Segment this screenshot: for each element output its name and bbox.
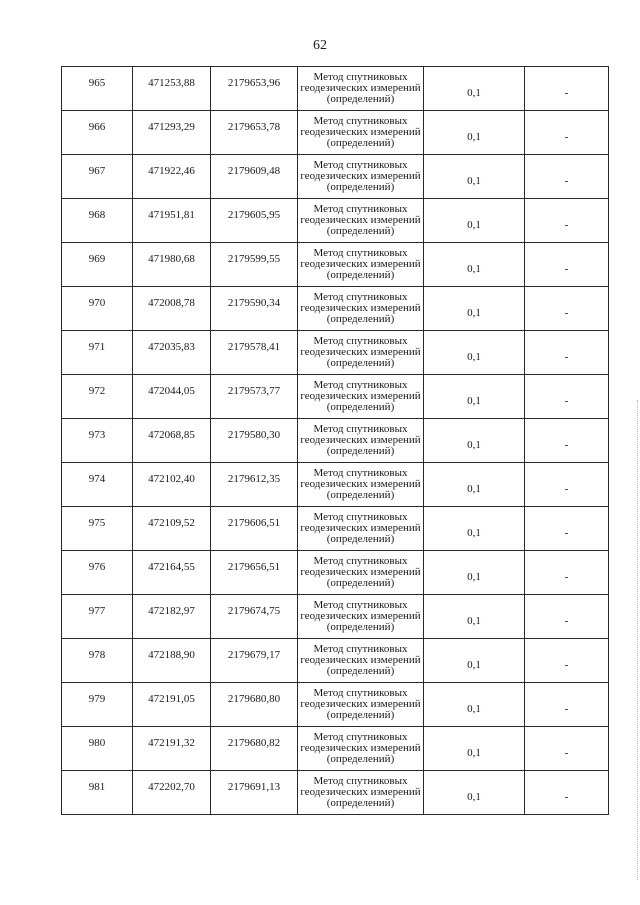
table-row: [62, 199, 609, 243]
x-coordinate-cell: 472182,97: [133, 595, 211, 639]
method-text-line: (определений): [326, 137, 395, 149]
method-text-line: геодезических измерений: [300, 786, 421, 798]
method-text-line: геодезических измерений: [300, 170, 421, 182]
dash-cell: -: [525, 683, 609, 727]
method-text-line: геодезических измерений: [300, 566, 421, 578]
method-text-line: (определений): [326, 665, 395, 677]
point-number-cell: 966: [62, 111, 133, 155]
accuracy-cell: 0,1: [424, 727, 525, 771]
y-coordinate-cell: 2179578,41: [211, 331, 298, 375]
method-text-line: Метод спутниковых: [313, 203, 408, 215]
method-text-line: (определений): [326, 225, 395, 237]
method-text-line: геодезических измерений: [300, 302, 421, 314]
method-text-line: Метод спутниковых: [313, 247, 408, 259]
method-cell: [298, 331, 424, 375]
method-text-line: геодезических измерений: [300, 214, 421, 226]
table-row: [62, 243, 609, 287]
y-coordinate-cell: 2179680,82: [211, 727, 298, 771]
method-text-line: геодезических измерений: [300, 610, 421, 622]
y-coordinate-cell: 2179599,55: [211, 243, 298, 287]
method-text-line: геодезических измерений: [300, 478, 421, 490]
method-text-line: Метод спутниковых: [313, 467, 408, 479]
table-row: [62, 551, 609, 595]
method-text-line: геодезических измерений: [300, 390, 421, 402]
method-text-line: (определений): [326, 357, 395, 369]
point-number-cell: 972: [62, 375, 133, 419]
point-number-cell: 977: [62, 595, 133, 639]
y-coordinate-cell: 2179612,35: [211, 463, 298, 507]
method-cell: [298, 639, 424, 683]
y-coordinate-cell: 2179691,13: [211, 771, 298, 815]
x-coordinate-cell: 472068,85: [133, 419, 211, 463]
method-text-line: Метод спутниковых: [313, 159, 408, 171]
point-number-cell: 971: [62, 331, 133, 375]
y-coordinate-cell: 2179679,17: [211, 639, 298, 683]
method-cell: [298, 419, 424, 463]
method-text-line: (определений): [326, 489, 395, 501]
y-coordinate-cell: 2179609,48: [211, 155, 298, 199]
accuracy-cell: 0,1: [424, 243, 525, 287]
accuracy-cell: 0,1: [424, 111, 525, 155]
table-body: [62, 67, 609, 815]
accuracy-cell: 0,1: [424, 507, 525, 551]
x-coordinate-cell: 471951,81: [133, 199, 211, 243]
y-coordinate-cell: 2179680,80: [211, 683, 298, 727]
method-text-line: геодезических измерений: [300, 346, 421, 358]
page-number: 62: [313, 38, 327, 53]
dash-cell: -: [525, 287, 609, 331]
coordinates-table: [61, 66, 609, 815]
dash-cell: -: [525, 199, 609, 243]
accuracy-cell: 0,1: [424, 375, 525, 419]
y-coordinate-cell: 2179580,30: [211, 419, 298, 463]
method-text-line: Метод спутниковых: [313, 555, 408, 567]
x-coordinate-cell: 472102,40: [133, 463, 211, 507]
method-cell: [298, 199, 424, 243]
method-text-line: (определений): [326, 445, 395, 457]
method-text-line: (определений): [326, 269, 395, 281]
dash-cell: -: [525, 111, 609, 155]
dash-cell: -: [525, 463, 609, 507]
table-row: [62, 331, 609, 375]
point-number-cell: 975: [62, 507, 133, 551]
method-text-line: (определений): [326, 93, 395, 105]
method-cell: [298, 155, 424, 199]
y-coordinate-cell: 2179653,96: [211, 67, 298, 111]
method-cell: [298, 111, 424, 155]
point-number-cell: 979: [62, 683, 133, 727]
x-coordinate-cell: 472191,05: [133, 683, 211, 727]
method-text-line: Метод спутниковых: [313, 775, 408, 787]
method-text-line: геодезических измерений: [300, 126, 421, 138]
accuracy-cell: 0,1: [424, 463, 525, 507]
dash-cell: -: [525, 771, 609, 815]
method-text-line: (определений): [326, 313, 395, 325]
accuracy-cell: 0,1: [424, 67, 525, 111]
x-coordinate-cell: 471980,68: [133, 243, 211, 287]
table-row: [62, 463, 609, 507]
accuracy-cell: 0,1: [424, 199, 525, 243]
method-text-line: геодезических измерений: [300, 654, 421, 666]
method-cell: [298, 727, 424, 771]
dash-cell: -: [525, 155, 609, 199]
method-cell: [298, 463, 424, 507]
x-coordinate-cell: 471293,29: [133, 111, 211, 155]
y-coordinate-cell: 2179674,75: [211, 595, 298, 639]
method-text-line: (определений): [326, 753, 395, 765]
method-text-line: Метод спутниковых: [313, 115, 408, 127]
dash-cell: -: [525, 595, 609, 639]
accuracy-cell: 0,1: [424, 639, 525, 683]
method-text-line: Метод спутниковых: [313, 71, 408, 83]
method-cell: [298, 551, 424, 595]
point-number-cell: 976: [62, 551, 133, 595]
point-number-cell: 973: [62, 419, 133, 463]
dash-cell: -: [525, 375, 609, 419]
point-number-cell: 981: [62, 771, 133, 815]
x-coordinate-cell: 472191,32: [133, 727, 211, 771]
method-text-line: (определений): [326, 577, 395, 589]
point-number-cell: 978: [62, 639, 133, 683]
table-row: [62, 419, 609, 463]
x-coordinate-cell: 472008,78: [133, 287, 211, 331]
dash-cell: -: [525, 419, 609, 463]
point-number-cell: 970: [62, 287, 133, 331]
method-text-line: геодезических измерений: [300, 434, 421, 446]
table-row: [62, 683, 609, 727]
dash-cell: -: [525, 639, 609, 683]
accuracy-cell: 0,1: [424, 287, 525, 331]
dash-cell: -: [525, 67, 609, 111]
table-row: [62, 111, 609, 155]
dash-cell: -: [525, 507, 609, 551]
table-row: [62, 595, 609, 639]
method-text-line: Метод спутниковых: [313, 335, 408, 347]
dash-cell: -: [525, 331, 609, 375]
method-text-line: геодезических измерений: [300, 742, 421, 754]
x-coordinate-cell: 472164,55: [133, 551, 211, 595]
method-text-line: Метод спутниковых: [313, 599, 408, 611]
method-text-line: геодезических измерений: [300, 522, 421, 534]
y-coordinate-cell: 2179606,51: [211, 507, 298, 551]
method-cell: [298, 243, 424, 287]
method-text-line: геодезических измерений: [300, 82, 421, 94]
table-row: [62, 67, 609, 111]
method-text-line: (определений): [326, 797, 395, 809]
accuracy-cell: 0,1: [424, 771, 525, 815]
method-text-line: Метод спутниковых: [313, 643, 408, 655]
method-text-line: (определений): [326, 533, 395, 545]
y-coordinate-cell: 2179656,51: [211, 551, 298, 595]
point-number-cell: 968: [62, 199, 133, 243]
x-coordinate-cell: 472202,70: [133, 771, 211, 815]
table-row: [62, 507, 609, 551]
method-text-line: (определений): [326, 181, 395, 193]
x-coordinate-cell: 471922,46: [133, 155, 211, 199]
accuracy-cell: 0,1: [424, 155, 525, 199]
point-number-cell: 980: [62, 727, 133, 771]
x-coordinate-cell: 471253,88: [133, 67, 211, 111]
method-cell: [298, 375, 424, 419]
y-coordinate-cell: 2179573,77: [211, 375, 298, 419]
method-text-line: геодезических измерений: [300, 258, 421, 270]
table-row: [62, 727, 609, 771]
table-row: [62, 771, 609, 815]
y-coordinate-cell: 2179653,78: [211, 111, 298, 155]
y-coordinate-cell: 2179590,34: [211, 287, 298, 331]
method-cell: [298, 595, 424, 639]
method-text-line: (определений): [326, 621, 395, 633]
method-cell: [298, 683, 424, 727]
accuracy-cell: 0,1: [424, 419, 525, 463]
point-number-cell: 969: [62, 243, 133, 287]
scan-edge-mark: [636, 400, 638, 880]
dash-cell: -: [525, 551, 609, 595]
method-cell: [298, 287, 424, 331]
x-coordinate-cell: 472035,83: [133, 331, 211, 375]
accuracy-cell: 0,1: [424, 551, 525, 595]
table-row: [62, 155, 609, 199]
accuracy-cell: 0,1: [424, 683, 525, 727]
method-cell: [298, 67, 424, 111]
method-text-line: Метод спутниковых: [313, 291, 408, 303]
method-cell: [298, 507, 424, 551]
method-text-line: Метод спутниковых: [313, 731, 408, 743]
method-text-line: Метод спутниковых: [313, 423, 408, 435]
accuracy-cell: 0,1: [424, 331, 525, 375]
point-number-cell: 974: [62, 463, 133, 507]
table-row: [62, 287, 609, 331]
method-cell: [298, 771, 424, 815]
x-coordinate-cell: 472044,05: [133, 375, 211, 419]
method-text-line: (определений): [326, 401, 395, 413]
x-coordinate-cell: 472109,52: [133, 507, 211, 551]
table-row: [62, 375, 609, 419]
method-text-line: Метод спутниковых: [313, 511, 408, 523]
point-number-cell: 967: [62, 155, 133, 199]
method-text-line: геодезических измерений: [300, 698, 421, 710]
x-coordinate-cell: 472188,90: [133, 639, 211, 683]
method-text-line: Метод спутниковых: [313, 687, 408, 699]
point-number-cell: 965: [62, 67, 133, 111]
dash-cell: -: [525, 243, 609, 287]
table-row: [62, 639, 609, 683]
method-text-line: Метод спутниковых: [313, 379, 408, 391]
y-coordinate-cell: 2179605,95: [211, 199, 298, 243]
method-text-line: (определений): [326, 709, 395, 721]
accuracy-cell: 0,1: [424, 595, 525, 639]
dash-cell: -: [525, 727, 609, 771]
